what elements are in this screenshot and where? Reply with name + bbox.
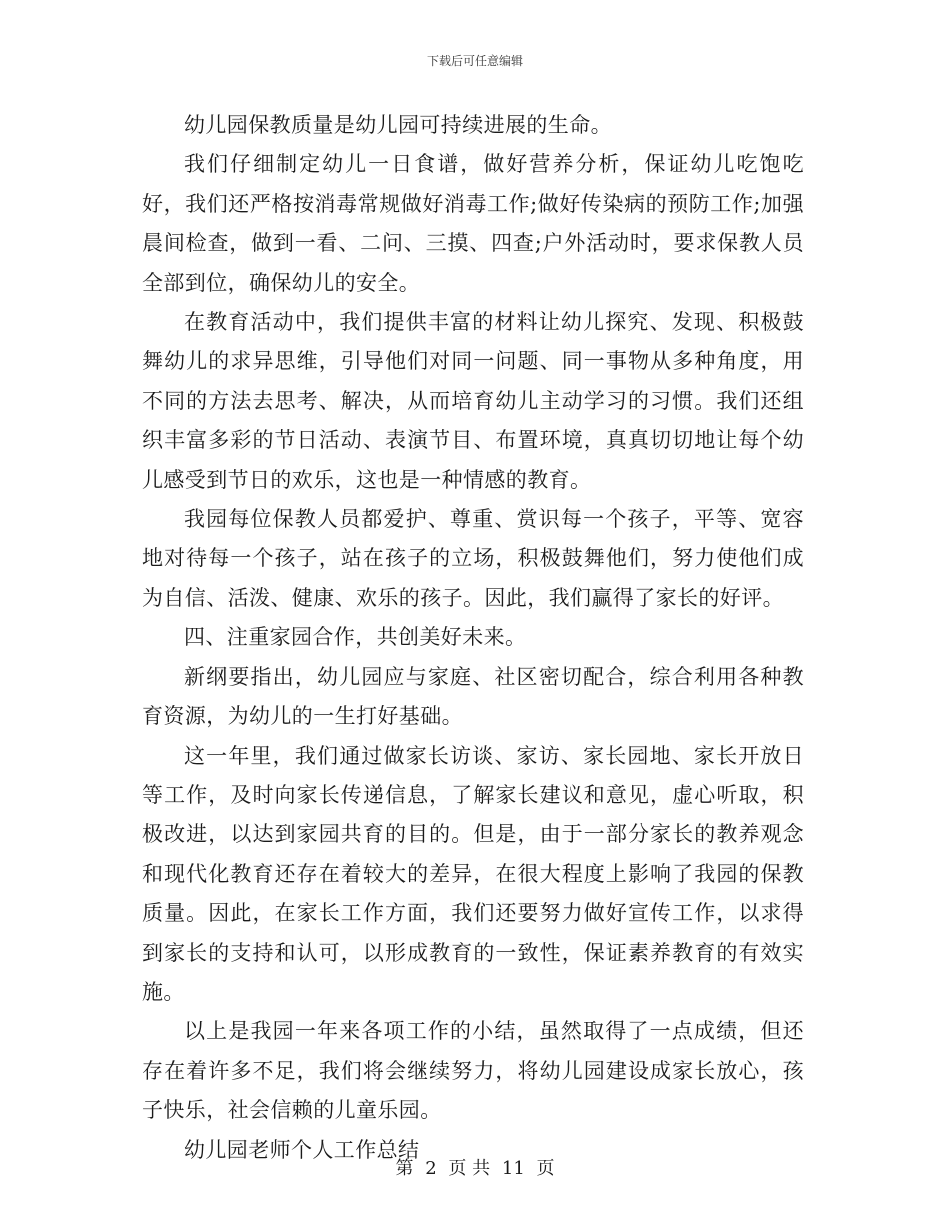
section-heading: 四、注重家园合作，共创美好未来。 <box>184 625 527 650</box>
paragraph: 我们仔细制定幼儿一日食谱，做好营养分析，保证幼儿吃饱吃好，我们还严格按消毒常规做好消毒工作;做好传染病的预防工作;加强晨间检查，做到一看、二问、三摸、四查;户外活动时，要求保教人员全部到位，确保幼儿的安全。 <box>142 152 804 295</box>
next-document-title: 幼儿园老师个人工作总结 <box>184 1137 420 1162</box>
paragraph: 幼儿园保教质量是幼儿园可持续进展的生命。 <box>184 113 612 137</box>
paragraph: 这一年里，我们通过做家长访谈、家访、家长园地、家长开放日等工作，及时向家长传递信息，了解家长建议和意见，虚心听取，积极改进，以达到家园共育的目的。但是，由于一部分家长的教养观念和现代化教育还存在着较大的差异，在很大程度上影响了我园的保教质量。因此，在家长工作方面，我们还要努力做好宣传工作，以求得到家长的支持和认可，以形成教育的一致性，保证素养教育的有效实施。 <box>142 743 804 1004</box>
paragraph: 以上是我园一年来各项工作的小结，虽然取得了一点成绩，但还存在着许多不足，我们将会继续努力，将幼儿园建设成家长放心，孩子快乐，社会信赖的儿童乐园。 <box>142 1019 804 1123</box>
footer-total-pages: 11 <box>501 1158 525 1179</box>
footer-suffix: 页 <box>536 1158 555 1179</box>
footer-prefix: 第 <box>395 1158 414 1179</box>
page-header-note: 下载后可任意编辑 <box>426 54 523 68</box>
paragraph: 在教育活动中，我们提供丰富的材料让幼儿探究、发现、积极鼓舞幼儿的求异思维，引导他们对同一问题、同一事物从多种角度，用不同的方法去思考、解决，从而培育幼儿主动学习的习惯。我们还组织丰富多彩的节日活动、表演节目、布置环境，真真切切地让每个幼儿感受到节日的欢乐，这也是一种情感的教育。 <box>142 310 804 492</box>
footer-current-page: 2 <box>425 1158 437 1179</box>
paragraph: 新纲要指出，幼儿园应与家庭、社区密切配合，综合利用各种教育资源，为幼儿的一生打好基础。 <box>142 664 804 729</box>
document-body <box>142 106 804 1170</box>
footer-middle: 页 共 <box>448 1158 491 1179</box>
paragraph: 我园每位保教人员都爱护、尊重、赏识每一个孩子，平等、宽容地对待每一个孩子，站在孩子的立场，积极鼓舞他们，努力使他们成为自信、活泼、健康、欢乐的孩子。因此，我们赢得了家长的好评。 <box>142 507 804 610</box>
page-number-footer <box>0 1154 950 1180</box>
